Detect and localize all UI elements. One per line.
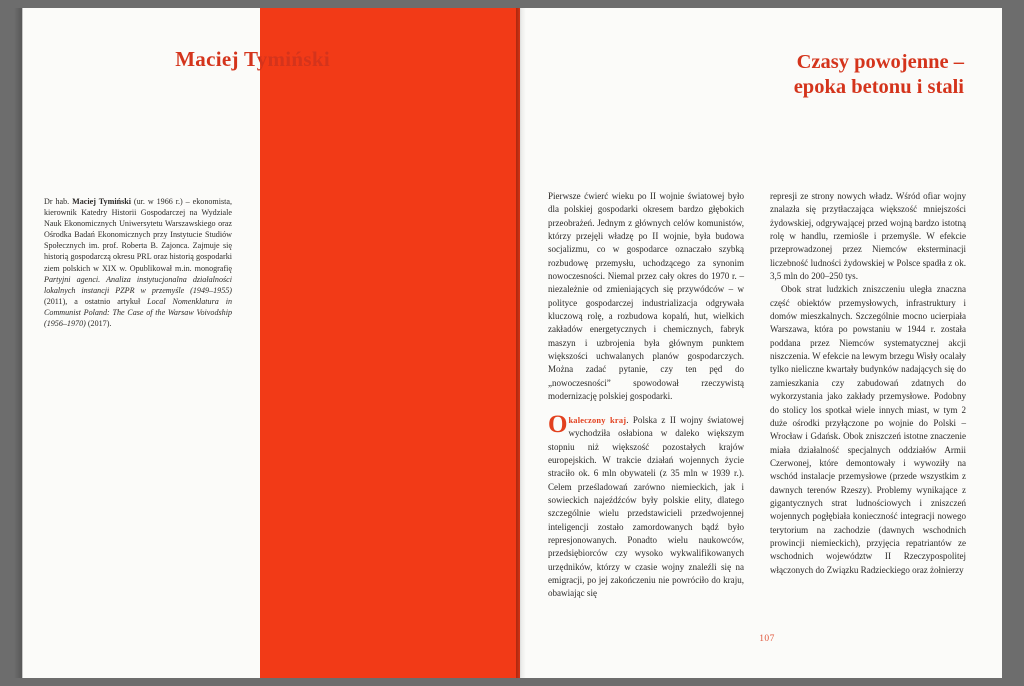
section-body: . Polska z II wojny światowej wychodziła osłabiona w daleko większym stopniu niż większość pozostałych krajów europejskich. W trakcie działań wojennych życie straciło ok. 6 mln obywateli (z 35 mln w 1939 r.). Celem prześladowań zarówno niemieckich, jak i sowieckich najeźdźców były polskie elity, dlatego szczególnie wielu przedstawicieli przedwojennej inteligencji zostało zamordowanych bądź było represjonowanych. Ponadto wielu naukowców, przedsiębiorców czy wysoko wykwalifikowanych urzędników, którzy w czasie wojny znaleźli się na emigracji, po jej zakończeniu nie powróciło do kraju, obawiając się [548,415,744,599]
paragraph: Pierwsze ćwierć wieku po II wojnie światowej było dla polskiej gospodarki okresem bardzo głębokich przeobrażeń. Jednym z głównych celów komunistów, którzy przejęli władzę po II wojnie, była budowa socjalizmu, co w gospodarce oznaczało szybką rozbudowę przemysłu, uchodzącego za synonim nowoczesności. Niemal przez cały okres do 1970 r. – niezależnie od zmieniających się przywódców – w polityce gospodarczej industrializacja odgrywała kluczową rolę, a rozbudowa kopalń, hut, wielkich zakładów energetycznych i chemicznych, fabryk maszyn i uzbrojenia była głównym punktem większości uchwalanych planów gospodarczych. Można zadać pytanie, czy ten pęd do „nowoczesności” spowodował rzeczywistą modernizację polskiej gospodarki. [548,191,744,402]
bio-author-name: Maciej Tymiński [72,197,131,206]
drop-cap: O [548,411,568,438]
left-edge-shadow [14,8,23,678]
bio-lead: Dr hab. [44,197,73,206]
bio-part-2: (2011), a ostatnio artykuł [44,296,148,306]
bio-work-title-1: Partyjni agenci. Analiza instytucjonalna działalności lokalnych instancji PZPR w przemyśle (1949–1955) [44,274,232,295]
section-opening-paragraph [548,411,744,601]
bio-part-1: (ur. w 1966 r.) – ekonomista, kierownik Katedry Historii Gospodarczej na Wydziale Nauk Ekonomicznych Uniwersytetu Warszawskiego oraz Ośrodka Badań Ekonomicznych przy Instytucie Studiów Społecznych im. prof. Roberta B. Zajonca. Zajmuje się historią gospodarczą okresu PRL oraz historią gospodarki ziem polskich w XIX w. Opublikował m.in. monografię [44,197,232,273]
page-number: 107 [759,634,775,644]
bio-part-3: (2017). [85,319,112,329]
article-title-line-2: epoka betonu i stali [793,76,964,98]
bio-work-title-2: Local Nomenklatura in Communist Poland: The Case of the Warsaw Voivodship (1956–1970) [44,296,232,329]
text-column-left [548,190,744,601]
paragraph: represji ze strony nowych władz. Wśród ofiar wojny znalazła się przytłaczająca większość mniejszości żydowskiej, odgrywającej przed wojną bardzo istotną rolę w handlu, rzemiośle i przemyśle. W efekcie przeprowadzonej przez Niemców eksterminacji liczebność ludności żydowskiej w Polsce spadła z ok. 3,5 mln do 200–250 tys. [770,191,966,282]
gutter-shadow [516,8,526,678]
red-accent-panel [260,8,520,678]
text-column-right [770,190,966,577]
article-title-line-1: Czasy powojenne – [796,51,964,73]
paragraph: Obok strat ludzkich zniszczeniu uległa znaczna część obiektów przemysłowych, infrastruktury i domów mieszkalnych. Szczególnie mocno ucierpiała Warszawa, która po powstaniu w 1944 r. została poddana przez Niemców systematycznej akcji niszczenia. W efekcie na lewym brzegu Wisły ocalały tylko nieliczne kwartały budynków nadających się do zamieszkania czy zabudowań zdatnych do wykorzystania jako zakłady przemysłowe. Podobny do stolicy los spotkał wiele innych miast, w tym 2 duże ośrodki przyłączone po wojnie do Polski – Wrocław i Gdańsk. Obok zniszczeń istotne znaczenie miała działalność specjalnych oddziałów Armii Czerwonej, które demontowały i wywoziły na wschód instalacje przemysłowe (przede wszystkim z dawnych terenów Rzeszy). Problemy wynikające z gigantycznych strat ludnościowych i zniszczeń wojennych pogłębiała konieczność integracji nowego terytorium na zachodzie (dawnych wschodnich prowincji niemieckich), przyjęcia repatriantów ze wschodnich województw II Rzeczypospolitej włączonych do Związku Radzieckiego oraz żołnierzy [770,284,966,575]
author-biography [44,196,232,329]
article-title [604,50,964,100]
body-text-columns [548,190,966,660]
run-in-heading: kaleczony kraj [568,416,627,425]
author-name: Maciej Tymiński [175,47,330,71]
